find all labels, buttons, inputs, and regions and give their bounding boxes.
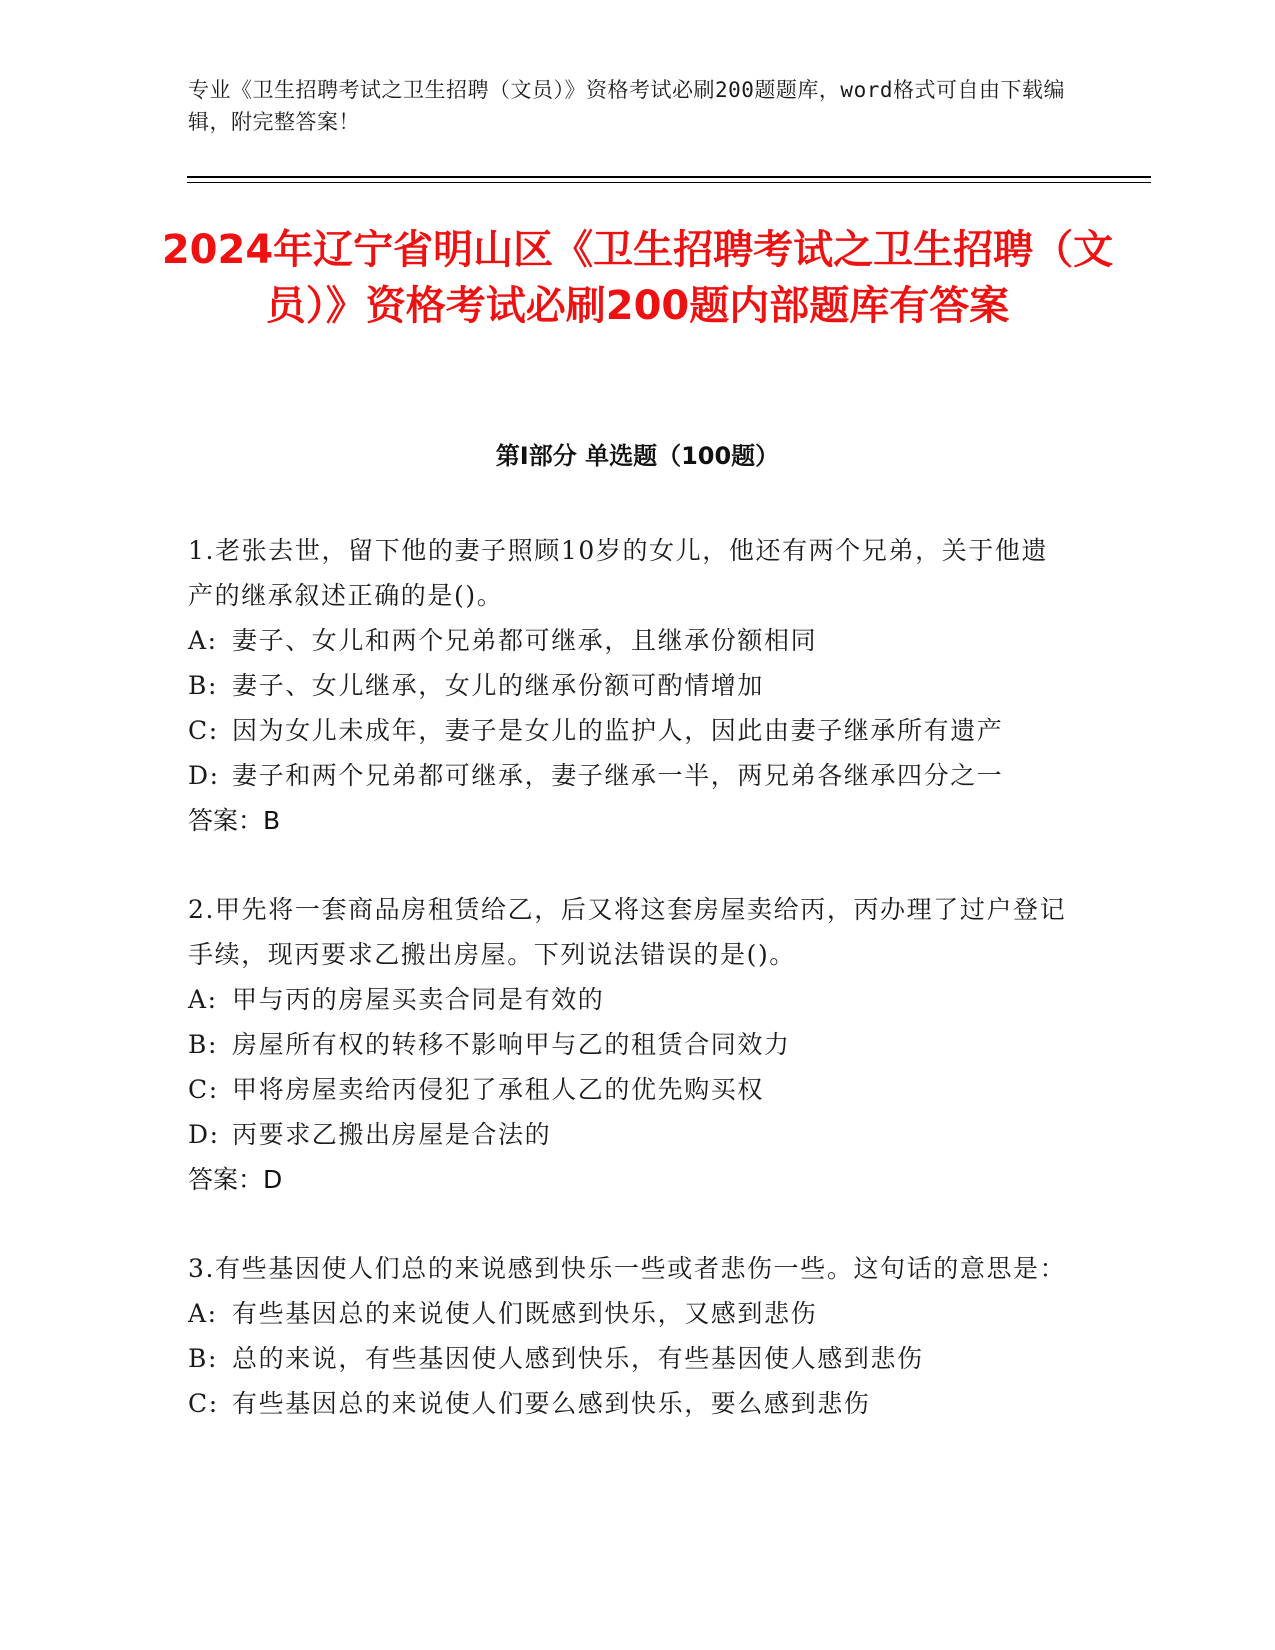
- option-letter: B:: [188, 671, 218, 700]
- question-3: [188, 1246, 1068, 1426]
- document-title: 2024年辽宁省明山区《卫生招聘考试之卫生招聘（文员）》资格考试必刷200题内部题库有答案: [161, 227, 1114, 329]
- header-note: 专业《卫生招聘考试之卫生招聘（文员）》资格考试必刷200题题库，word格式可自由下载编辑，附完整答案！: [188, 78, 1065, 134]
- option-letter: A:: [188, 626, 218, 655]
- question-stem: 1.老张去世，留下他的妻子照顾10岁的女儿，他还有两个兄弟，关于他遗产的继承叙述正确的是()。: [188, 536, 1049, 610]
- option-text: 房屋所有权的转移不影响甲与乙的租赁合同效力: [232, 1030, 791, 1059]
- answer-line: 答案：B: [188, 806, 281, 835]
- option-c: [188, 708, 1068, 753]
- option-a: [188, 1291, 1068, 1336]
- header-divider-thin: [187, 182, 1151, 183]
- option-c: [188, 1381, 1068, 1426]
- question-stem: 3.有些基因使人们总的来说感到快乐一些或者悲伤一些。这句话的意思是：: [188, 1254, 1067, 1283]
- option-text: 因为女儿未成年，妻子是女儿的监护人，因此由妻子继承所有遗产: [232, 716, 1004, 745]
- option-letter: C:: [188, 1075, 219, 1104]
- question-stem: 2.甲先将一套商品房租赁给乙，后又将这套房屋卖给丙，丙办理了过户登记手续，现丙要求乙搬出房屋。下列说法错误的是()。: [188, 895, 1067, 969]
- option-c: [188, 1067, 1068, 1112]
- section-title: 第Ⅰ部分 单选题（100题）: [495, 442, 780, 470]
- option-a: [188, 618, 1068, 663]
- option-b: [188, 1022, 1068, 1067]
- option-text: 甲将房屋卖给丙侵犯了承租人乙的优先购买权: [232, 1075, 765, 1104]
- question-2: [188, 887, 1068, 1202]
- option-text: 丙要求乙搬出房屋是合法的: [232, 1120, 552, 1149]
- header-divider-thick: [187, 176, 1151, 178]
- option-letter: A:: [188, 1299, 218, 1328]
- option-d: [188, 1112, 1068, 1157]
- question-1: [188, 528, 1068, 843]
- option-letter: B:: [188, 1030, 218, 1059]
- option-text: 有些基因总的来说使人们既感到快乐，又感到悲伤: [232, 1299, 818, 1328]
- option-letter: D:: [188, 761, 220, 790]
- option-b: [188, 663, 1068, 708]
- option-letter: B:: [188, 1344, 218, 1373]
- option-text: 妻子和两个兄弟都可继承，妻子继承一半，两兄弟各继承四分之一: [232, 761, 1004, 790]
- option-d: [188, 753, 1068, 798]
- option-letter: A:: [188, 985, 218, 1014]
- option-b: [188, 1336, 1068, 1381]
- option-a: [188, 977, 1068, 1022]
- answer-line: 答案：D: [188, 1165, 283, 1194]
- option-letter: D:: [188, 1120, 220, 1149]
- option-letter: C:: [188, 1389, 219, 1418]
- option-text: 总的来说，有些基因使人感到快乐，有些基因使人感到悲伤: [232, 1344, 924, 1373]
- option-text: 甲与丙的房屋买卖合同是有效的: [232, 985, 605, 1014]
- option-text: 妻子、女儿继承，女儿的继承份额可酌情增加: [232, 671, 765, 700]
- option-text: 妻子、女儿和两个兄弟都可继承，且继承份额相同: [232, 626, 818, 655]
- option-letter: C:: [188, 716, 219, 745]
- option-text: 有些基因总的来说使人们要么感到快乐，要么感到悲伤: [232, 1389, 871, 1418]
- question-list: [188, 528, 1068, 1470]
